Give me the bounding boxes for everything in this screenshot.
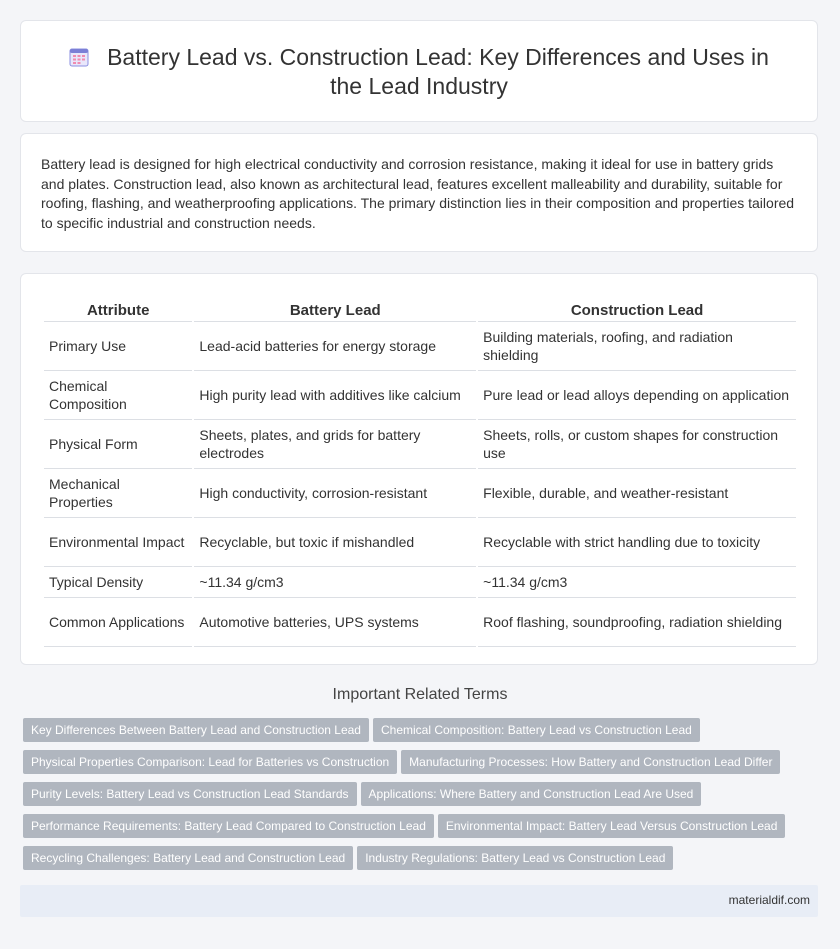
tag-row [23,814,803,838]
table-row [44,598,796,647]
row-attribute: Primary Use [44,322,192,371]
row-battery-value: ~11.34 g/cm3 [194,567,476,598]
row-battery-value: High conductivity, corrosion-resistant [194,469,476,518]
page-title: Battery Lead vs. Construction Lead: Key Differences and Uses in the Lead Industry [107,44,769,99]
row-battery-value: Sheets, plates, and grids for battery electrodes [194,420,476,469]
header-construction-lead: Construction Lead [478,296,796,322]
intro-card [20,133,818,252]
table-row [44,371,796,420]
related-term-tag[interactable]: Manufacturing Processes: How Battery and Construction Lead Differ [401,750,780,774]
related-term-tag[interactable]: Physical Properties Comparison: Lead for Batteries vs Construction [23,750,397,774]
related-terms-heading: Important Related Terms [332,686,508,703]
row-attribute: Mechanical Properties [44,469,192,518]
row-attribute: Typical Density [44,567,192,598]
footer-bar [20,885,818,917]
row-construction-value: ~11.34 g/cm3 [478,567,796,598]
related-term-tag[interactable]: Industry Regulations: Battery Lead vs Construction Lead [357,846,673,870]
row-battery-value: Automotive batteries, UPS systems [194,598,476,647]
row-battery-value: Lead-acid batteries for energy storage [194,322,476,371]
row-construction-value: Pure lead or lead alloys depending on application [478,371,796,420]
row-construction-value: Building materials, roofing, and radiation shielding [478,322,796,371]
row-construction-value: Roof flashing, soundproofing, radiation shielding [478,598,796,647]
page-title-wrap [51,43,787,101]
table-row [44,420,796,469]
related-term-tag[interactable]: Purity Levels: Battery Lead vs Construction Lead Standards [23,782,357,806]
row-construction-value: Sheets, rolls, or custom shapes for construction use [478,420,796,469]
table-row [44,322,796,371]
row-attribute: Common Applications [44,598,192,647]
table-row [44,518,796,567]
title-card [20,20,818,122]
tag-row [23,750,803,774]
tag-row [23,718,803,742]
header-battery-lead: Battery Lead [194,296,476,322]
related-term-tag[interactable]: Environmental Impact: Battery Lead Versus Construction Lead [438,814,786,838]
footer-site-link[interactable]: materialdif.com [728,893,810,907]
row-attribute: Chemical Composition [44,371,192,420]
row-construction-value: Recyclable with strict handling due to toxicity [478,518,796,567]
related-term-tag[interactable]: Chemical Composition: Battery Lead vs Construction Lead [373,718,700,742]
row-battery-value: Recyclable, but toxic if mishandled [194,518,476,567]
tag-row [23,846,803,870]
comparison-table [42,296,798,647]
row-attribute: Physical Form [44,420,192,469]
related-terms-tags [23,718,803,878]
comparison-table-card [20,273,818,665]
table-row [44,567,796,598]
table-header-row [44,296,796,322]
related-term-tag[interactable]: Performance Requirements: Battery Lead Compared to Construction Lead [23,814,434,838]
related-term-tag[interactable]: Recycling Challenges: Battery Lead and Construction Lead [23,846,353,870]
row-attribute: Environmental Impact [44,518,192,567]
intro-paragraph: Battery lead is designed for high electrical conductivity and corrosion resistance, making it ideal for use in battery grids and plates. Construction lead, also known as architectural lead, features excellent malleability and durability, suitable for roofing, flashing, and weatherproofing applications. The primary distinction lies in their composition and properties tailored to specific industrial and construction needs. [41,156,795,231]
related-term-tag[interactable]: Applications: Where Battery and Construction Lead Are Used [361,782,702,806]
related-term-tag[interactable]: Key Differences Between Battery Lead and Construction Lead [23,718,369,742]
header-attribute: Attribute [44,296,192,322]
row-battery-value: High purity lead with additives like calcium [194,371,476,420]
tag-row [23,782,803,806]
table-row [44,469,796,518]
row-construction-value: Flexible, durable, and weather-resistant [478,469,796,518]
calendar-grid-icon [69,47,89,67]
